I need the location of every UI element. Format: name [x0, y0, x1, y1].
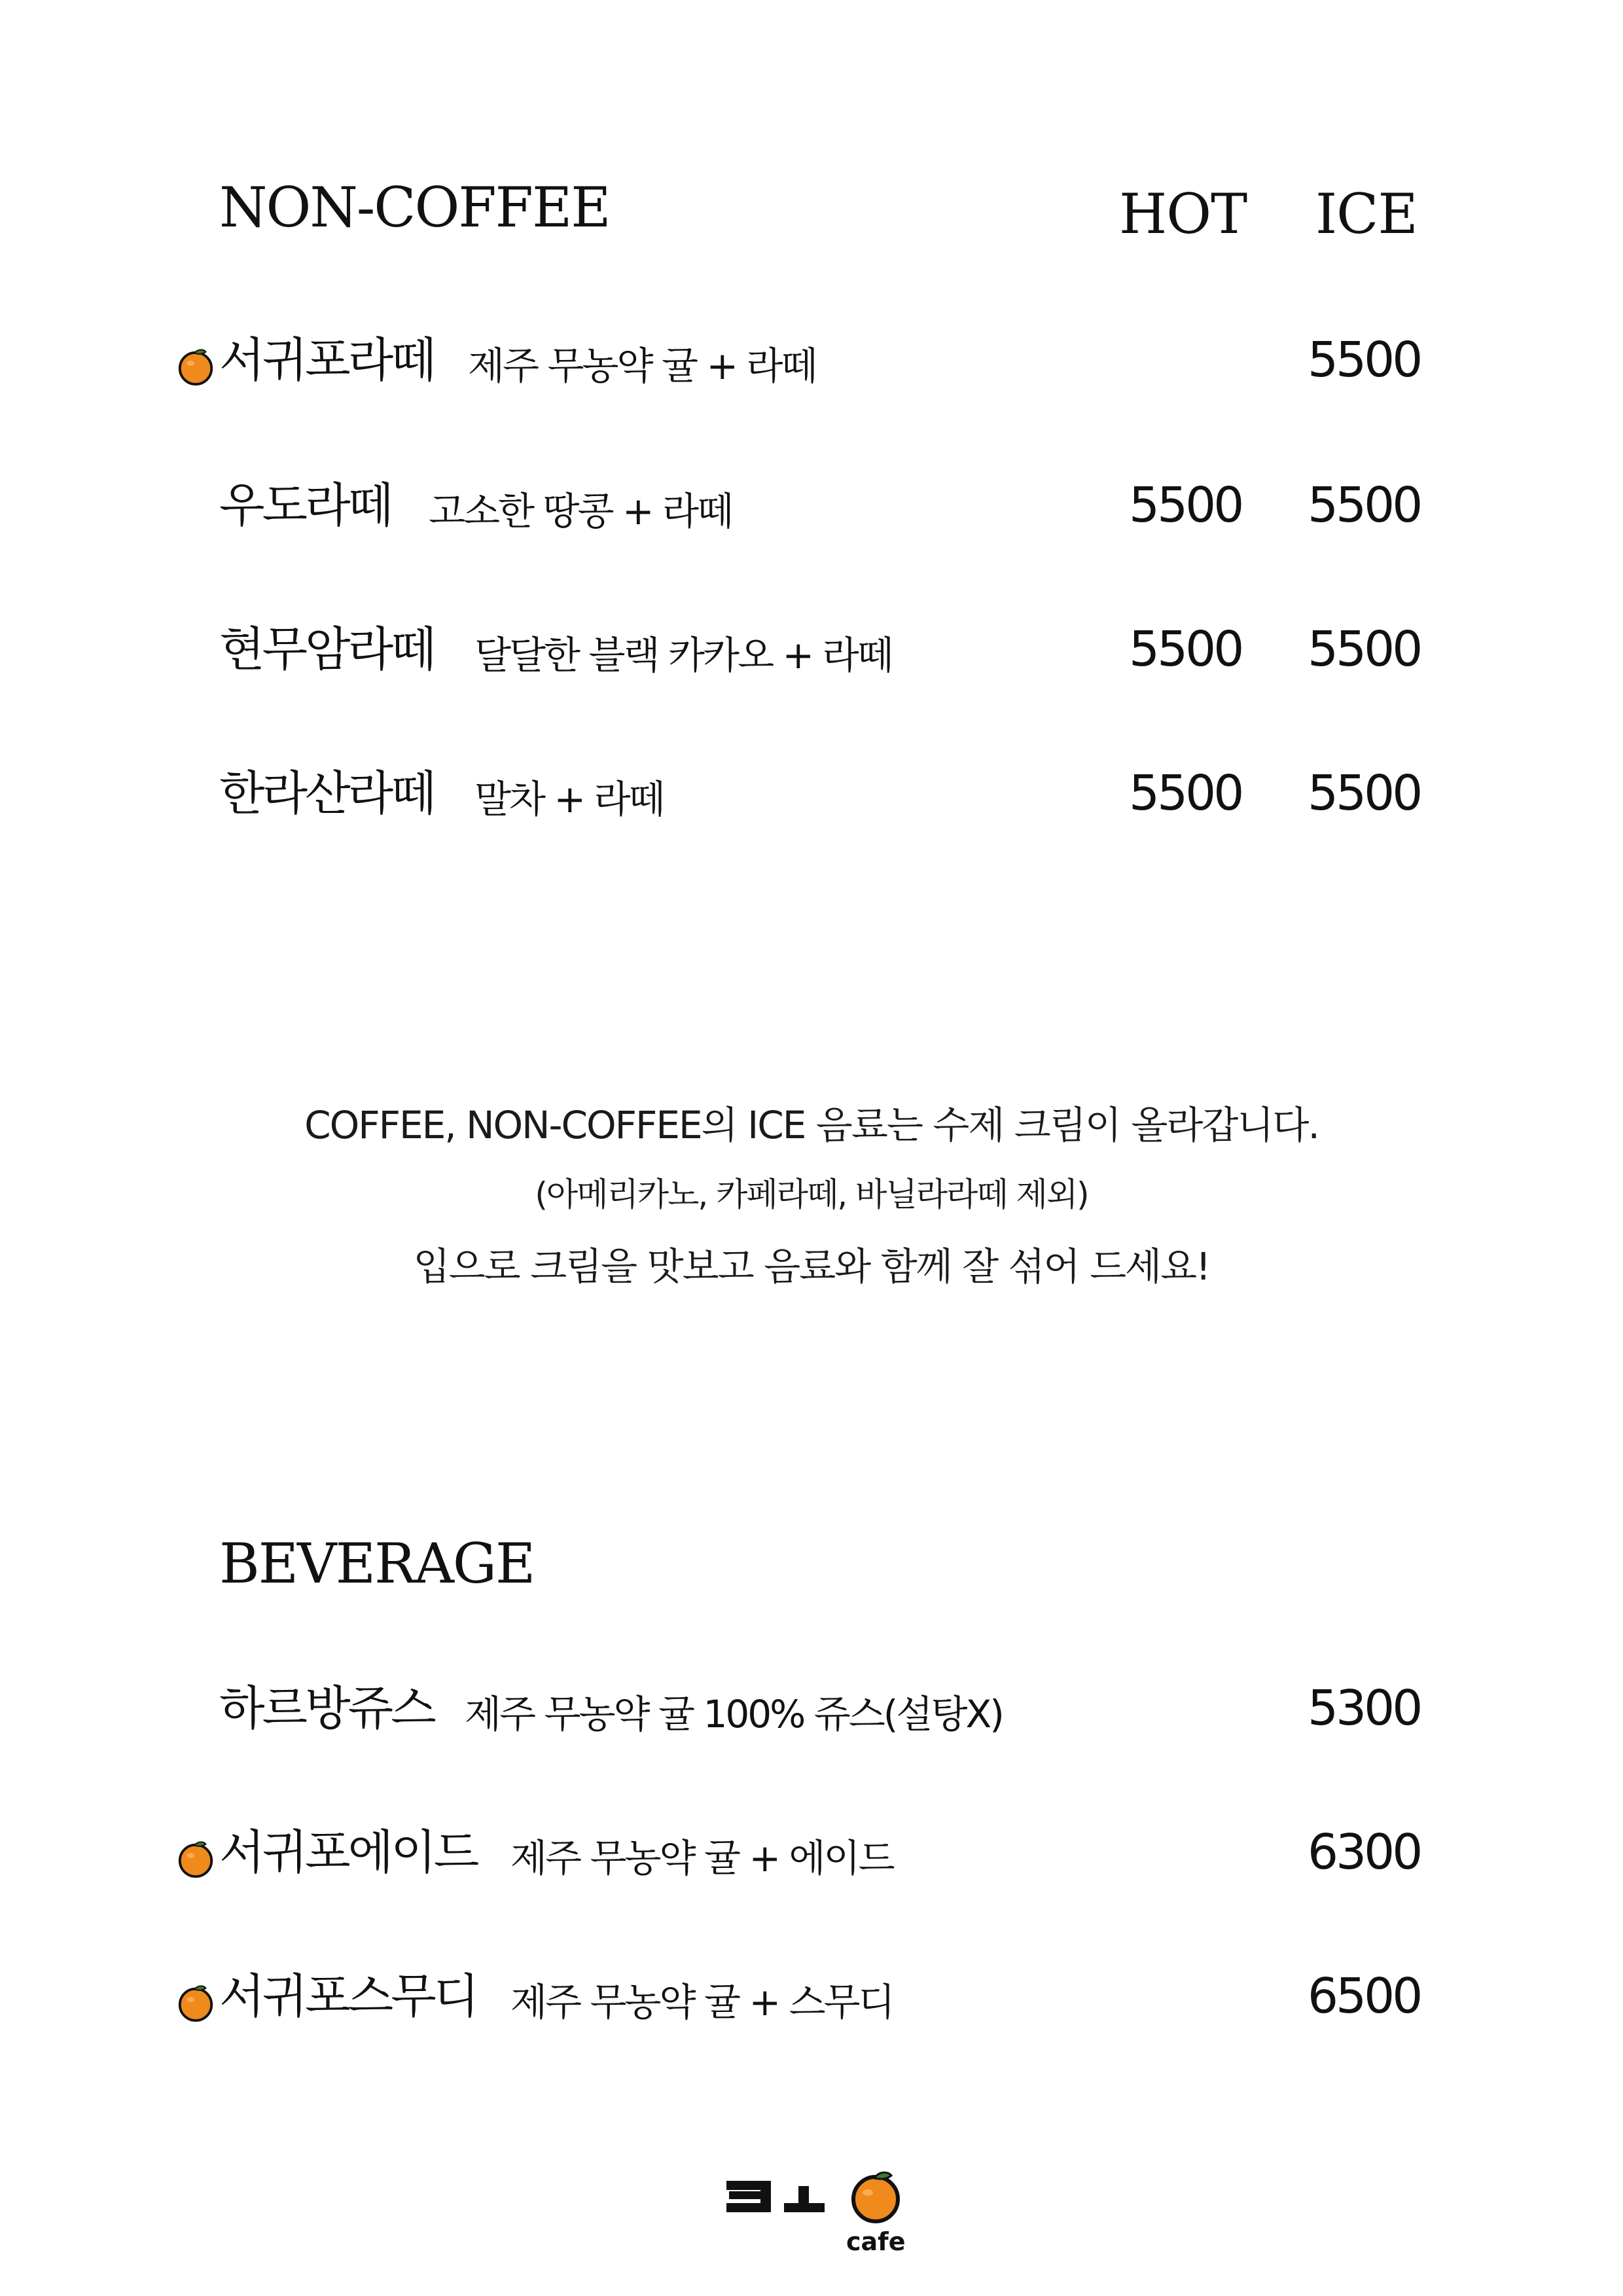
item-name: 우도라떼	[219, 478, 391, 533]
price: 6500	[1308, 1968, 1421, 2024]
item-name: 서귀포에이드	[219, 1825, 477, 1880]
price-ice: 5500	[1308, 477, 1421, 533]
price-ice: 5500	[1308, 332, 1421, 388]
notice-line-2: (아메리카노, 카페라떼, 바닐라라떼 제외)	[535, 1175, 1088, 1213]
item-name: 한라산라떼	[219, 766, 434, 821]
ice-column-header: ICE	[1315, 182, 1418, 246]
item-description: 제주 무농약 귤 + 라떼	[468, 344, 816, 388]
menu-row-seogwipo-smoothie[interactable]	[0, 1964, 1623, 2042]
tangerine-icon	[175, 1982, 216, 2022]
non-coffee-title: NON-COFFEE	[219, 175, 610, 240]
item-name: 하르방쥬스	[219, 1681, 434, 1736]
menu-row-seogwipo-ade[interactable]	[0, 1820, 1623, 1898]
hot-column-header: HOT	[1119, 182, 1247, 246]
tangerine-icon	[175, 1838, 216, 1878]
beverage-title: BEVERAGE	[219, 1532, 535, 1596]
item-name: 서귀포스무디	[219, 1969, 477, 2024]
price: 5300	[1308, 1680, 1421, 1736]
menu-row-hareubang-juice[interactable]	[0, 1676, 1623, 1754]
item-name: 서귀포라떼	[219, 332, 434, 387]
item-description: 고소한 땅콩 + 라떼	[429, 489, 732, 533]
menu-row-udo-latte[interactable]	[0, 473, 1623, 551]
menu-row-seogwipo-latte[interactable]	[0, 327, 1623, 406]
notice-line-3: 입으로 크림을 맛보고 음료와 함께 잘 섞어 드세요!	[413, 1244, 1210, 1289]
item-description: 제주 무농약 귤 + 스무디	[510, 1980, 893, 2024]
item-description: 제주 무농약 귤 100% 쥬스(설탕X)	[465, 1692, 1003, 1736]
item-description: 제주 무농약 귤 + 에이드	[510, 1836, 893, 1880]
item-description: 말차 + 라떼	[474, 777, 664, 821]
price-ice: 5500	[1308, 621, 1421, 677]
price: 6300	[1308, 1824, 1421, 1880]
logo-cafe-text: cafe	[846, 2227, 906, 2256]
notice-line-1: COFFEE, NON-COFFEE의 ICE 음료는 수제 크림이 올라갑니다.	[304, 1103, 1319, 1147]
price-hot: 5500	[1129, 477, 1242, 533]
tangerine-icon	[175, 346, 216, 386]
item-description: 달달한 블랙 카카오 + 라떼	[474, 633, 892, 677]
price-hot: 5500	[1129, 621, 1242, 677]
menu-row-hallasan-latte[interactable]	[0, 761, 1623, 839]
price-ice: 5500	[1308, 765, 1421, 821]
price-hot: 5500	[1129, 765, 1242, 821]
item-name: 현무암라떼	[219, 622, 434, 677]
menu-row-hyeonmuam-latte[interactable]	[0, 617, 1623, 695]
